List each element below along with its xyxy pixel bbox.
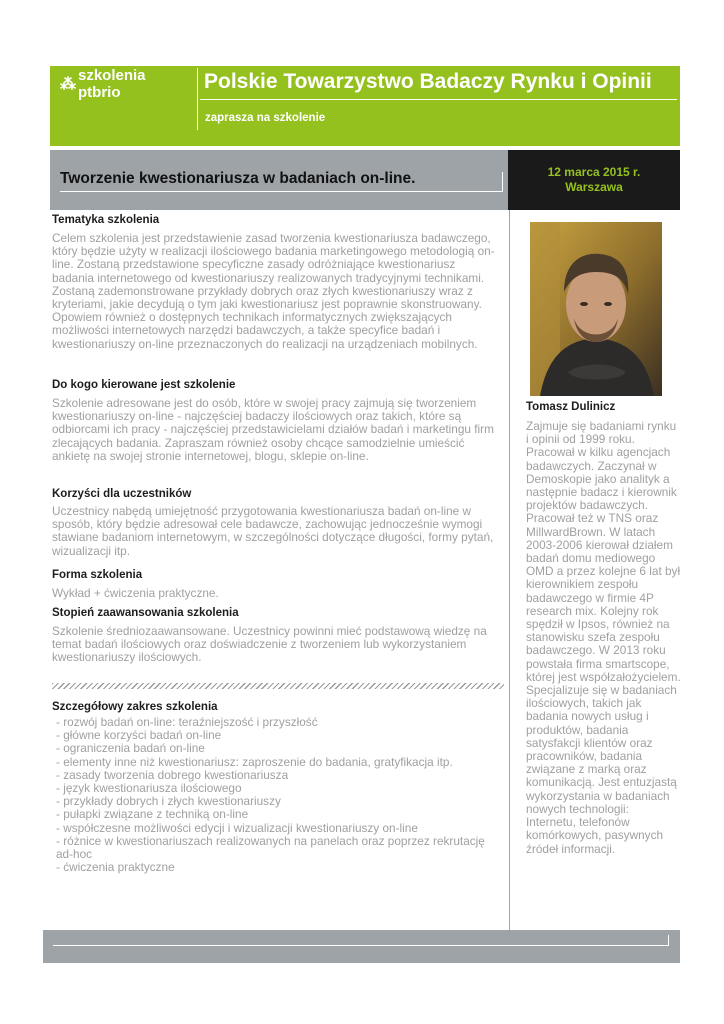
topic-text: Celem szkolenia jest przedstawienie zasad tworzenia kwestionariusza badawczego, który będzie użyty w realizacji ilościowego badania marketingowego metodologią on-line. Zostaną przedstawione specyficzne zasady odróżniające kwestionariusz badania internetowego od kwestionariuszy realizowanych tradycyjnymi technikami. Zostaną zademonstrowane przykłady dobrych oraz złych kwestionariuszy wraz z kryteriami, jakie decydują o tym jaki kwestionariusz jest poprawnie skonstruowany. Opowiem również o dostępnych technikach informatycznych zwiększających możliwości internetowych narzędzi badawczych, a także specyfice badań i kwestionariuszy on-line przeznaczonych do realizacji na urządzeniach mobilnych. [52, 231, 495, 351]
agenda-item: - zasady tworzenia dobrego kwestionariusza [56, 767, 289, 782]
footer-rule [53, 945, 669, 946]
invitation-text: zaprasza na szkolenie [205, 112, 326, 124]
audience-heading: Do kogo kierowane jest szkolenie [52, 379, 236, 391]
trainer-bio: Zajmuje się badaniami rynku i opinii od 1999 roku. Pracował w kilku agencjach badawczych. Zaczynał w Demoskopie jako analityk a następnie badacz i kierownik projektów badawczych. Pracował też w TNS oraz MillwardBrown. W latach 2003-2006 kierował działem badań domu mediowego OMD a przez kolejne 6 lat był kierownikiem zespołu badawczego w firmie 4P research mix. Kolejny rok spędził w Ipsos, również na stanowisku szefa zespołu badawczego. W 2013 roku powstała firma smartscope, której jest współzałożycielem. Specjalizuje się w badaniach ilościowych, takich jak badania nowych usług i produktów, badania satysfakcji klientów oraz pracowników, badania związane z marką oraz komunikacją. Jest entuzjastą wykorzystania w badaniach nowych technologii: Internetu, telefonów komórkowych, pasywnych źródeł informacji. [526, 419, 681, 856]
footer-band [43, 930, 680, 963]
trainer-name: Tomasz Dulinicz [526, 401, 616, 413]
agenda-item: - różnice w kwestionariuszach realizowanych na panelach oraz poprzez rekrutację ad-hoc [56, 833, 485, 862]
agenda-item: - ćwiczenia praktyczne [56, 860, 175, 875]
form-text: Wykład + ćwiczenia praktyczne. [52, 586, 219, 600]
agenda-heading: Szczegółowy zakres szkolenia [52, 701, 218, 713]
footer-rule-end [668, 935, 669, 946]
agenda-item: - główne korzyści badań on-line [56, 728, 222, 743]
agenda-item: - współczesne możliwości edycji i wizualizacji kwestionariuszy on-line [56, 820, 418, 835]
agenda-item: - ograniczenia badań on-line [56, 741, 205, 756]
agenda-item: - język kwestionariusza ilościowego [56, 781, 242, 796]
course-title: Tworzenie kwestionariusza w badaniach on-line. [60, 170, 416, 187]
course-city: Warszawa [565, 180, 623, 194]
benefits-text: Uczestnicy nabędą umiejętność przygotowania kwestionariusza badań on-line w sposób, który będzie adresował cele badawcze, zachowując jednocześnie wymogi stawiane badaniom internetowym, w szczególności dotyczące długości, formy pytań, wizualizacji itp. [52, 504, 494, 558]
organization-title: Polskie Towarzystwo Badaczy Rynku i Opinii [204, 70, 652, 93]
title-rule-end [502, 172, 503, 192]
audience-text: Szkolenie adresowane jest do osób, które w swojej pracy zajmują się tworzeniem kwestionariuszy on-line - najczęściej badaczy ilościowych oraz takich, które są odbiorcami ich pracy - najczęściej przedstawicielami działów badań i marketingu firm zlecających badania. Zapraszam również osoby chcące samodzielnie umieścić ankietę na swojej stronie internetowej, blogu, sklepie on-line. [52, 396, 494, 463]
logo-text: szkolenia ptbrio [78, 67, 146, 101]
benefits-heading: Korzyści dla uczestników [52, 488, 192, 500]
level-text: Szkolenie średniozaawansowane. Uczestnicy powinni mieć podstawową wiedzę na temat badań ilościowych oraz doświadczenie z tworzeniem lub wykorzystaniem kwestionariuszy ilościowych. [52, 624, 487, 665]
agenda-item: - przykłady dobrych i złych kwestionariuszy [56, 794, 281, 809]
trainer-photo-image [530, 222, 662, 396]
header-divider [197, 68, 198, 130]
logo-mark-icon: ⁂ [60, 76, 74, 93]
title-rule [60, 191, 503, 192]
level-heading: Stopień zaawansowania szkolenia [52, 607, 239, 619]
agenda-list [52, 716, 500, 874]
form-heading: Forma szkolenia [52, 569, 143, 581]
trainer-photo [530, 222, 662, 396]
agenda-item: - pułapki związane z techniką on-line [56, 807, 249, 822]
column-divider [509, 210, 510, 930]
header-rule [200, 99, 677, 100]
logo [60, 67, 192, 101]
topic-heading: Tematyka szkolenia [52, 214, 160, 226]
agenda-item: - elementy inne niż kwestionariusz: zaproszenie do badania, gratyfikacja itp. [56, 754, 453, 769]
dotted-separator [52, 683, 504, 689]
agenda-item: - rozwój badań on-line: teraźniejszość i przyszłość [56, 715, 318, 729]
course-date: 12 marca 2015 r. [547, 165, 641, 179]
